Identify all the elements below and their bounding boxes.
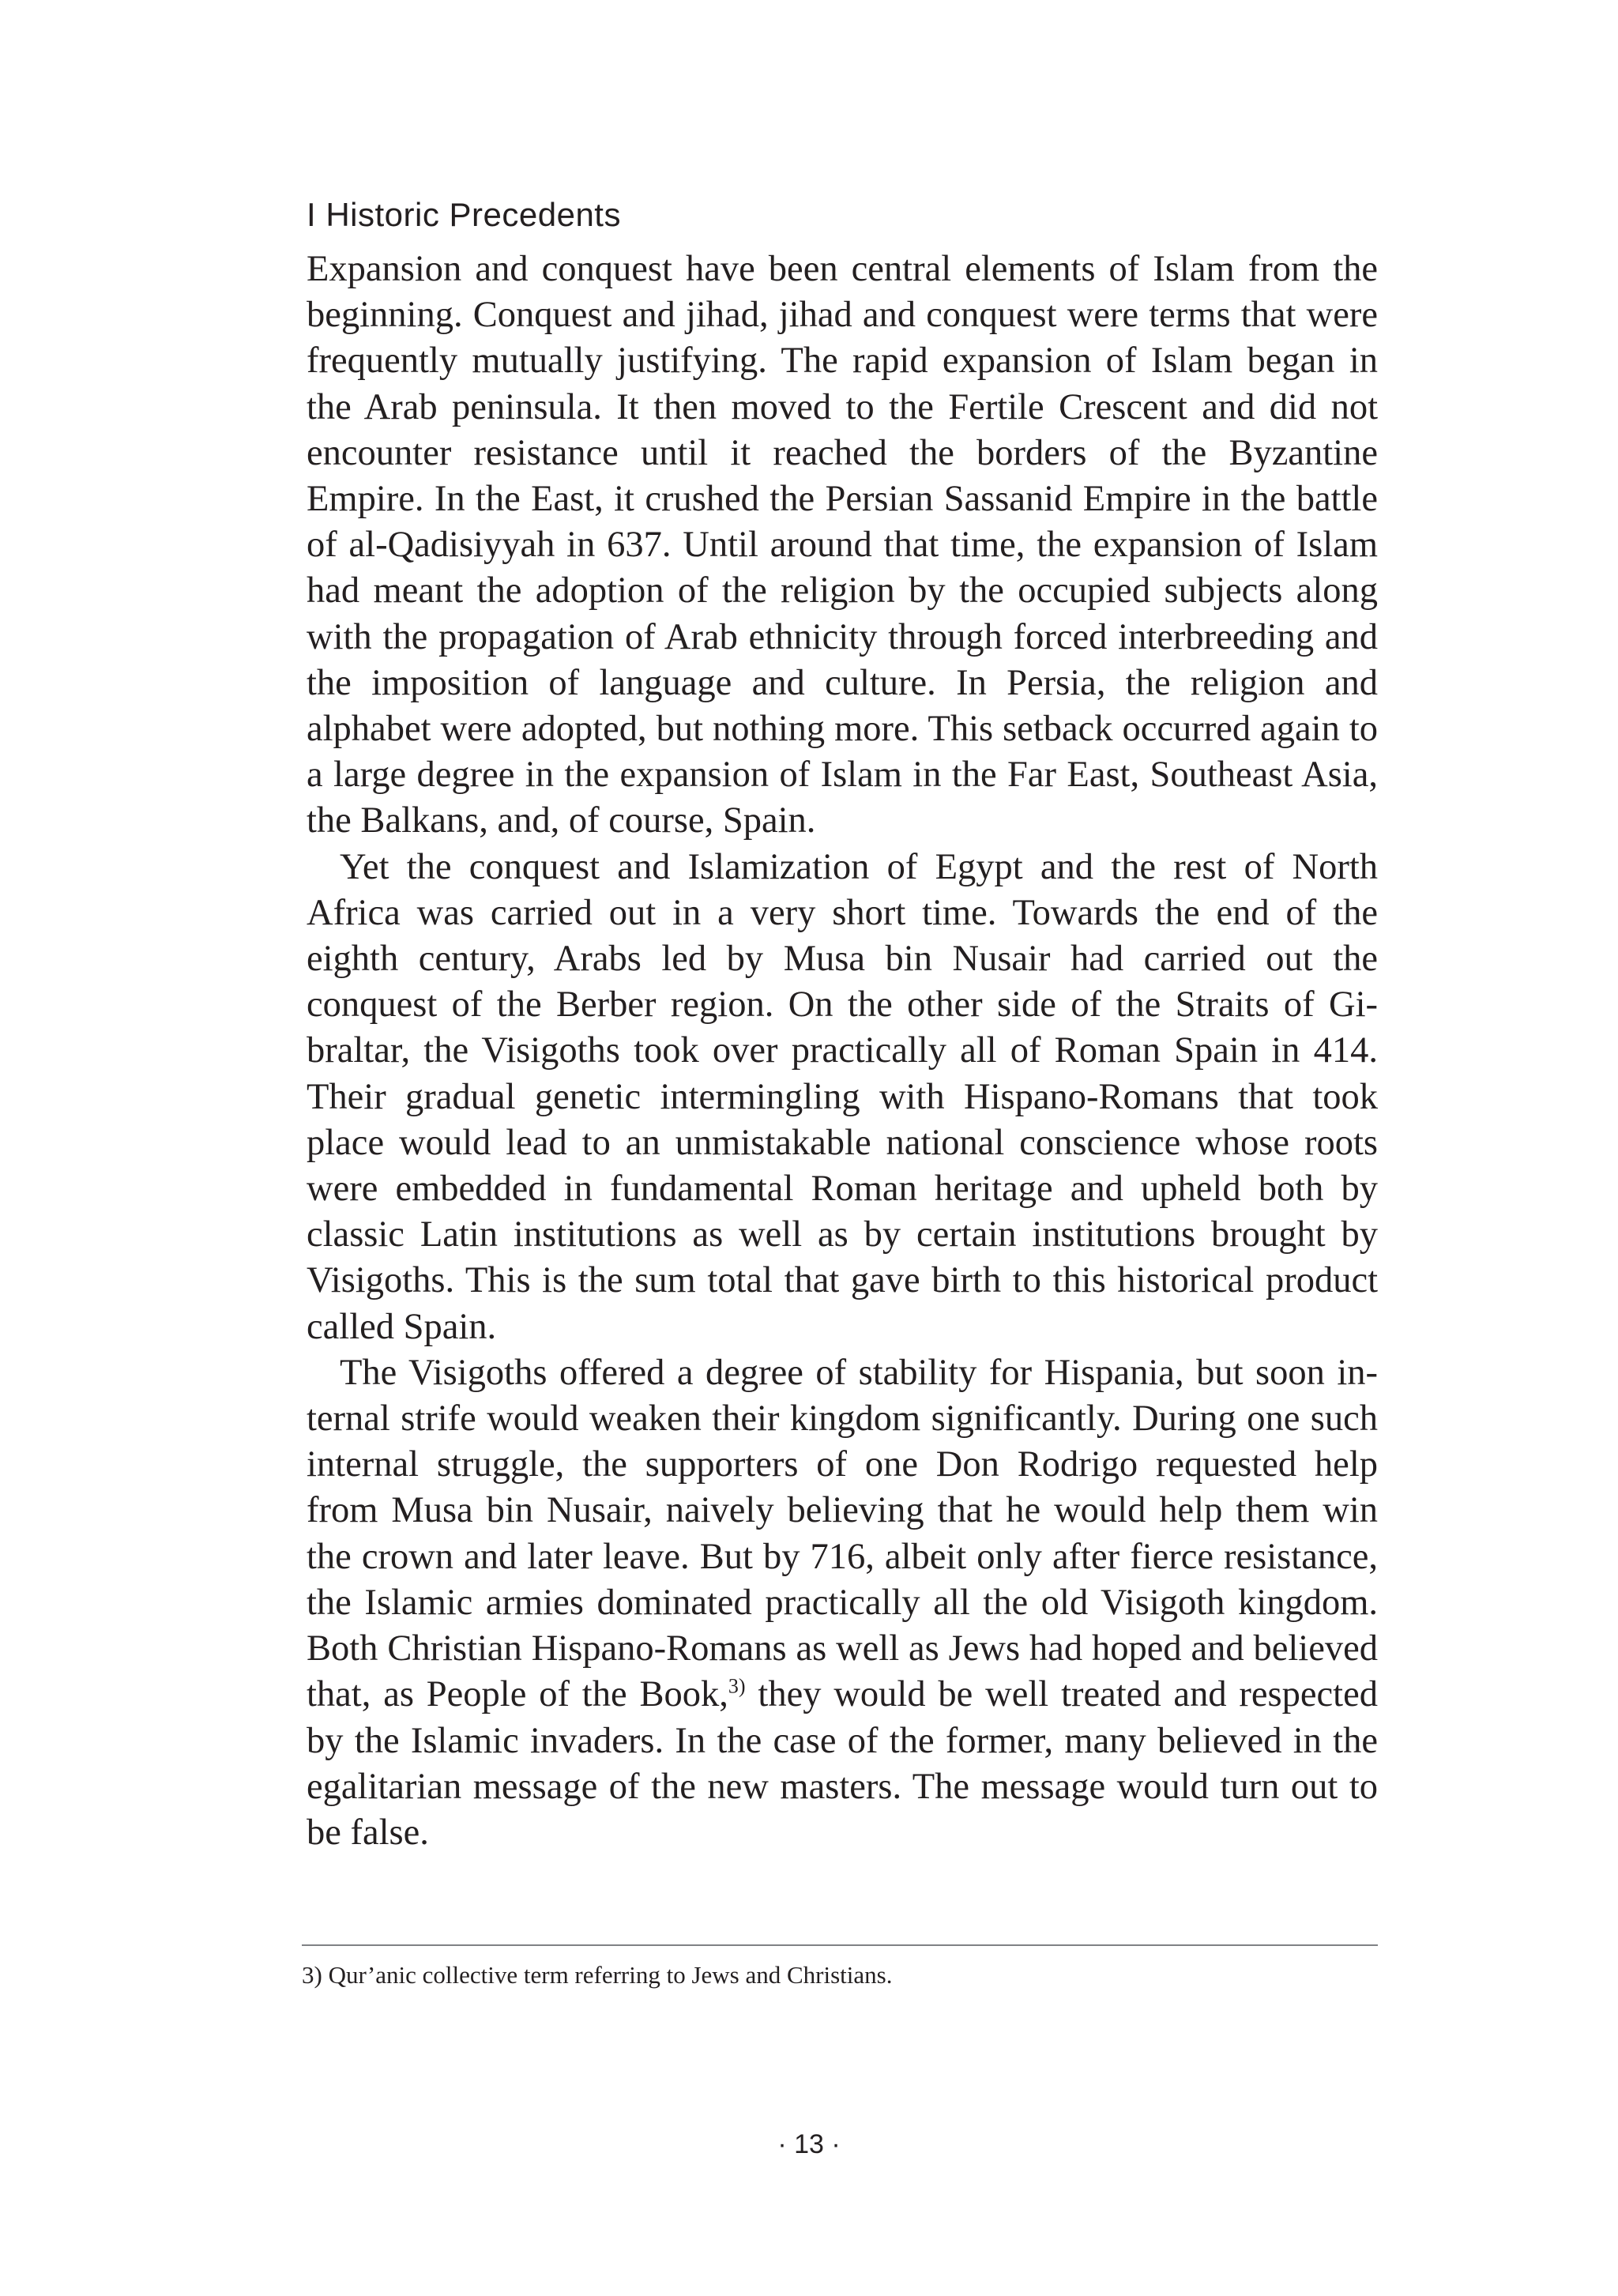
paragraph-2: Yet the conquest and Islamization of Egypt and the rest of North Africa was carried out in a very short time. Towards the end of the eighth century, Arabs led by Musa bin Nusair had carried out the conquest of the Berber region. On the other side of the Straits of Gibraltar, the Visigoths took over practically all of Roman Spain in 414. Their gradual genetic intermingling with Hispano-Romans that took place would lead to an unmistakable national conscience whose roots were embedded in fundamental Roman heritage and upheld both by classic Latin institutions as well as by certain institutions brought by Visigoths. This is the sum total that gave birth to this historical product called Spain. — [307, 846, 1378, 1347]
paragraph-1: Expansion and conquest have been central elements of Islam from the beginning. Conquest and jihad, jihad and conquest were terms that were frequently mutually justifying. The rapid expansion of Islam began in the Arab peninsula. It then moved to the Fertile Crescent and did not encounter resistance until it reached the borders of the Byzantine Empire. In the East, it crushed the Persian Sassanid Empire in the battle of al-Qadisiyyah in 637. Until around that time, the expansion of Islam had meant the adoption of the religion by the occupied subjects along with the propagation of Arab ethnicity through forced interbreeding and the imposition of language and culture. In Persia, the religion and alphabet were adopted, but nothing more. This setback occurred again to a large degree in the expansion of Islam in the Far East, Southeast Asia, the Balkans, and, of course, Spain. — [307, 249, 1378, 841]
paragraph-3-text-after: they would be well treated and respected by the Islamic invaders. In the case of the former, many believed in the egalitarian message of the new masters. The message would turn out to be false. — [307, 1674, 1378, 1853]
footnote: 3) Qur’anic collective term referring to Jews and Christians. — [302, 1961, 893, 1989]
body-text — [307, 247, 1378, 1856]
footnote-divider — [302, 1944, 1378, 1946]
paragraph-3-text-before: The Visigoths offered a degree of stability for Hispania, but soon internal strife would weaken their kingdom significantly. During one such internal struggle, the supporters of one Don Rodrigo requested help from Musa bin Nusair, naively believing that he would help them win the crown and later leave. But by 716, albeit only after fierce resistance, the Islamic armies dominated practically all the old Visigoth kingdom. Both Christian Hispano-Romans as well as Jews had hoped and believed that, as People of the Book, — [307, 1352, 1378, 1715]
footnote-reference[interactable]: 3) — [728, 1674, 746, 1698]
paragraph-3 — [307, 1350, 1378, 1856]
section-heading: I Historic Precedents — [307, 196, 621, 233]
page-number: · 13 · — [777, 2129, 841, 2159]
